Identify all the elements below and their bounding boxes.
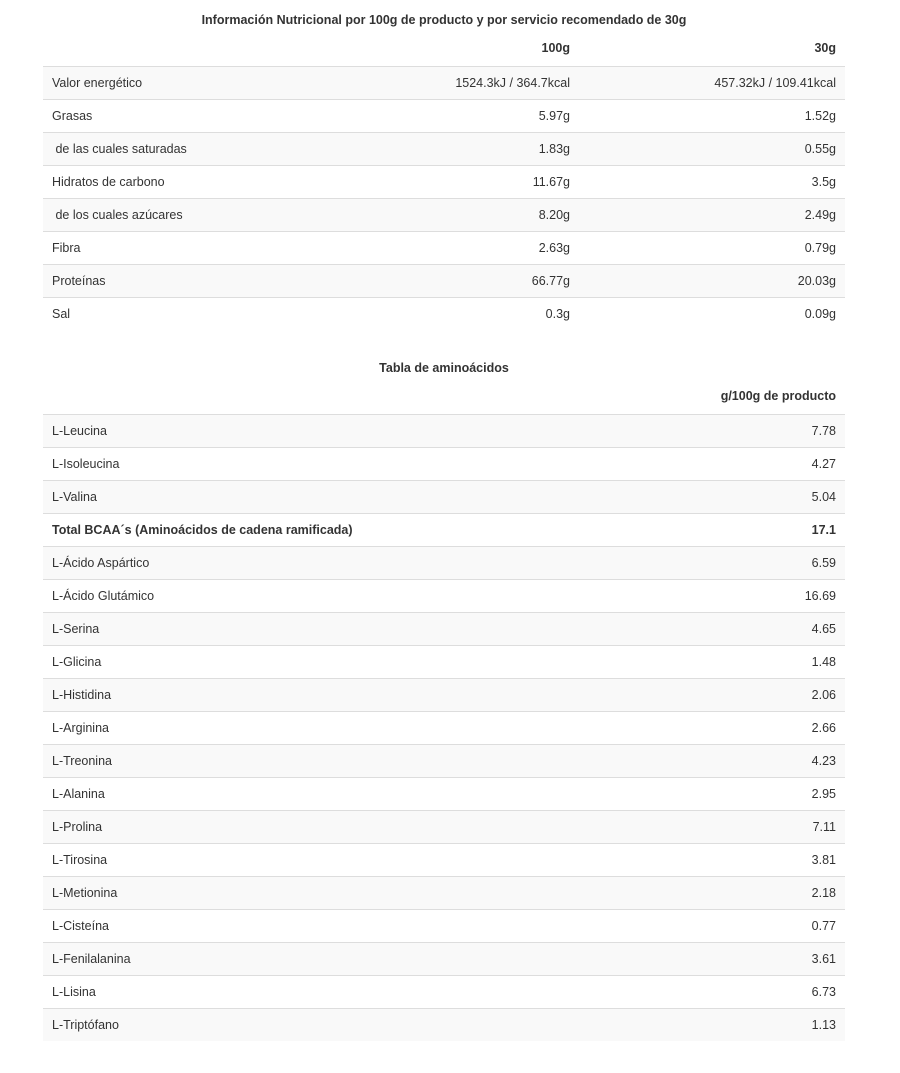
amino-acid-name: L-Arginina [43, 711, 579, 744]
nutrition-header-row [43, 30, 845, 67]
nutrient-name: Sal [43, 298, 308, 331]
amino-acid-value: 17.1 [579, 513, 845, 546]
nutrient-value-100g: 11.67g [308, 166, 579, 199]
nutrition-row [43, 67, 845, 100]
amino-table-caption: Tabla de aminoácidos [379, 360, 509, 375]
nutrient-value-100g: 66.77g [308, 265, 579, 298]
amino-row [43, 579, 845, 612]
amino-acid-name: L-Leucina [43, 414, 579, 447]
amino-row [43, 546, 845, 579]
amino-row [43, 744, 845, 777]
nutrient-name: Fibra [43, 232, 308, 265]
nutrition-table-body [43, 67, 845, 331]
amino-acid-name: L-Ácido Aspártico [43, 546, 579, 579]
amino-header-value: g/100g de producto [720, 388, 836, 403]
nutrient-value-30g: 457.32kJ / 109.41kcal [579, 67, 845, 100]
amino-row [43, 414, 845, 447]
nutrient-value-30g: 20.03g [579, 265, 845, 298]
amino-header-row [43, 378, 845, 415]
nutrition-row [43, 232, 845, 265]
nutrient-name: de las cuales saturadas [43, 133, 308, 166]
amino-acid-name: L-Alanina [43, 777, 579, 810]
nutrient-value-100g: 5.97g [308, 100, 579, 133]
amino-acid-value: 4.23 [579, 744, 845, 777]
amino-acid-name: L-Prolina [43, 810, 579, 843]
amino-acid-value: 16.69 [579, 579, 845, 612]
amino-header-name [43, 378, 579, 415]
nutrient-value-100g: 8.20g [308, 199, 579, 232]
amino-row [43, 480, 845, 513]
amino-acid-name: L-Serina [43, 612, 579, 645]
nutrient-value-30g: 0.79g [579, 232, 845, 265]
amino-row [43, 975, 845, 1008]
amino-acid-name: L-Metionina [43, 876, 579, 909]
amino-acid-name: L-Fenilalanina [43, 942, 579, 975]
amino-acid-value: 2.95 [579, 777, 845, 810]
amino-acid-name: Total BCAA´s (Aminoácidos de cadena ramificada) [43, 513, 579, 546]
amino-acid-value: 1.48 [579, 645, 845, 678]
nutrition-row [43, 265, 845, 298]
nutrient-value-100g: 1524.3kJ / 364.7kcal [308, 67, 579, 100]
amino-row [43, 876, 845, 909]
amino-acid-value: 2.06 [579, 678, 845, 711]
amino-acid-value: 4.27 [579, 447, 845, 480]
nutrient-name: Grasas [43, 100, 308, 133]
amino-acid-name: L-Cisteína [43, 909, 579, 942]
amino-acid-name: L-Treonina [43, 744, 579, 777]
nutrition-row [43, 100, 845, 133]
amino-row [43, 810, 845, 843]
amino-row [43, 777, 845, 810]
amino-row [43, 909, 845, 942]
amino-row [43, 1008, 845, 1041]
amino-acid-value: 6.59 [579, 546, 845, 579]
nutrition-row [43, 298, 845, 331]
nutrition-row [43, 199, 845, 232]
amino-row [43, 942, 845, 975]
nutrient-value-30g: 1.52g [579, 100, 845, 133]
nutrient-name: Proteínas [43, 265, 308, 298]
amino-row [43, 678, 845, 711]
nutrient-value-30g: 3.5g [579, 166, 845, 199]
nutrient-name: Hidratos de carbono [43, 166, 308, 199]
amino-row [43, 711, 845, 744]
amino-row [43, 645, 845, 678]
nutrient-value-100g: 2.63g [308, 232, 579, 265]
nutrition-table [43, 30, 845, 331]
amino-acid-name: L-Triptófano [43, 1008, 579, 1041]
amino-row [43, 843, 845, 876]
amino-row [43, 447, 845, 480]
nutrient-value-30g: 0.55g [579, 133, 845, 166]
amino-acid-value: 0.77 [579, 909, 845, 942]
amino-acid-value: 3.81 [579, 843, 845, 876]
amino-acid-value: 7.11 [579, 810, 845, 843]
nutrition-table-caption: Información Nutricional por 100g de producto y por servicio recomendado de 30g [201, 13, 687, 27]
amino-acid-name: L-Glicina [43, 645, 579, 678]
amino-acid-value: 7.78 [579, 414, 845, 447]
amino-acid-value: 1.13 [579, 1008, 845, 1041]
nutrient-value-30g: 2.49g [579, 199, 845, 232]
amino-acid-name: L-Isoleucina [43, 447, 579, 480]
nutrition-row [43, 166, 845, 199]
amino-acid-name: L-Histidina [43, 678, 579, 711]
amino-table [43, 378, 845, 1042]
nutrient-value-30g: 0.09g [579, 298, 845, 331]
nutrition-header-100g: 100g [541, 41, 570, 55]
nutrition-header-name [43, 30, 308, 67]
amino-acid-value: 2.66 [579, 711, 845, 744]
amino-total-row [43, 513, 845, 546]
amino-acid-value: 2.18 [579, 876, 845, 909]
amino-acid-name: L-Lisina [43, 975, 579, 1008]
amino-acid-name: L-Valina [43, 480, 579, 513]
nutrient-name: de los cuales azúcares [43, 199, 308, 232]
amino-acid-value: 4.65 [579, 612, 845, 645]
amino-row [43, 612, 845, 645]
nutrition-header-30g: 30g [814, 41, 836, 55]
nutrient-name: Valor energético [43, 67, 308, 100]
nutrient-value-100g: 1.83g [308, 133, 579, 166]
amino-acid-value: 3.61 [579, 942, 845, 975]
nutrient-value-100g: 0.3g [308, 298, 579, 331]
amino-acid-name: L-Ácido Glutámico [43, 579, 579, 612]
amino-acid-value: 5.04 [579, 480, 845, 513]
amino-acid-name: L-Tirosina [43, 843, 579, 876]
content-wrapper [43, 0, 845, 1041]
amino-table-body [43, 414, 845, 1041]
amino-acid-value: 6.73 [579, 975, 845, 1008]
nutrition-row [43, 133, 845, 166]
